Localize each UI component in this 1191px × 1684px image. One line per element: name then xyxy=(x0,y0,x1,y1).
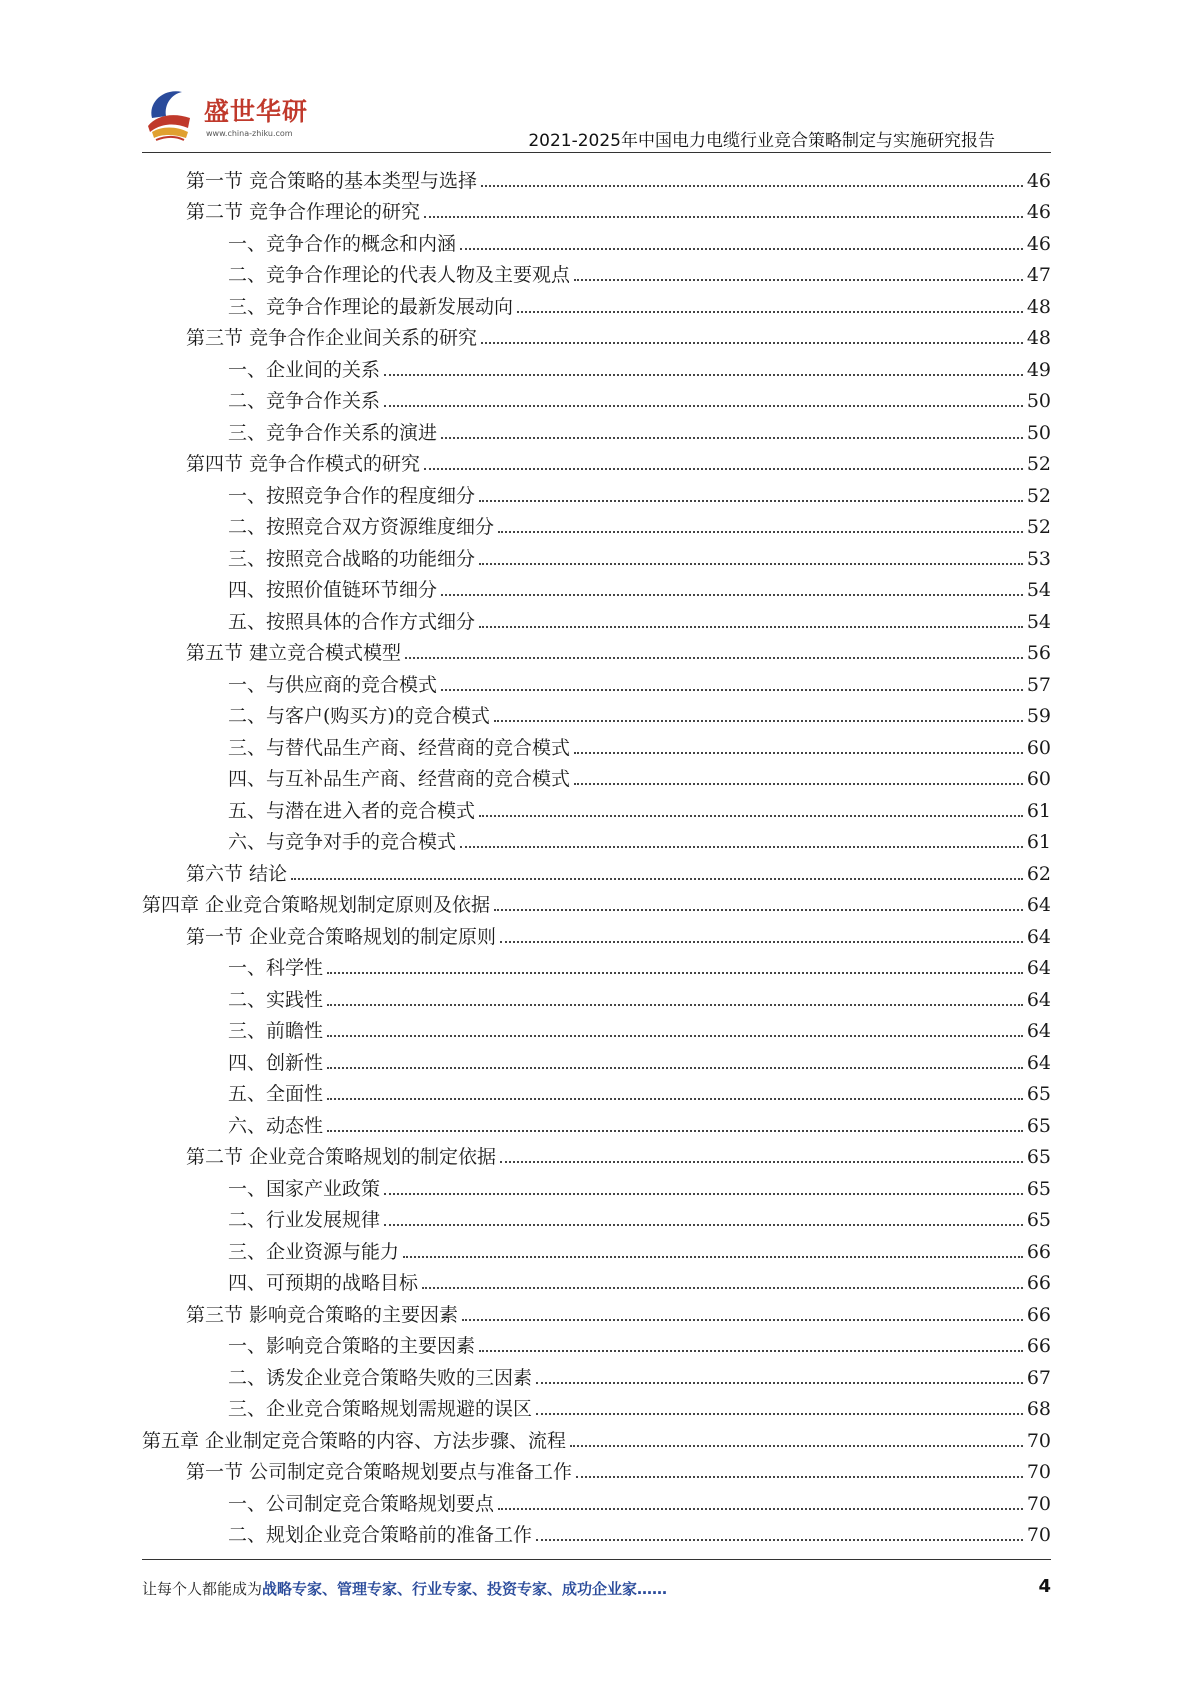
toc-entry-label: 第五章 企业制定竞合策略的内容、方法步骤、流程 xyxy=(142,1429,567,1452)
toc-leader-dots xyxy=(574,279,1023,281)
toc-leader-dots xyxy=(327,972,1023,974)
toc-entry-label: 第一节 公司制定竞合策略规划要点与准备工作 xyxy=(186,1461,573,1483)
toc-entry-label: 三、竞争合作关系的演进 xyxy=(228,421,438,444)
toc-entry-label: 六、与竞争对手的竞合模式 xyxy=(228,831,457,853)
toc-entry[interactable] xyxy=(142,318,1051,350)
logo-emblem-icon xyxy=(142,82,204,148)
toc-leader-dots xyxy=(481,185,1023,187)
toc-entry[interactable] xyxy=(142,948,1051,980)
toc-entry[interactable] xyxy=(142,349,1051,381)
toc-entry-page: 68 xyxy=(1026,1398,1051,1420)
toc-entry-label: 第三节 影响竞合策略的主要因素 xyxy=(186,1303,459,1326)
toc-entry-page: 60 xyxy=(1026,768,1051,790)
toc-entry-page: 52 xyxy=(1026,516,1051,538)
toc-entry-label: 四、按照价值链环节细分 xyxy=(228,579,438,601)
toc-entry[interactable] xyxy=(142,1231,1051,1263)
toc-leader-dots xyxy=(479,500,1023,502)
toc-entry-label: 三、按照竞合战略的功能细分 xyxy=(228,547,476,570)
toc-entry-label: 二、与客户(购买方)的竞合模式 xyxy=(228,705,490,727)
toc-entry[interactable] xyxy=(142,381,1051,413)
header-divider xyxy=(142,152,1051,153)
toc-leader-dots xyxy=(500,941,1023,943)
toc-entry-page: 61 xyxy=(1026,799,1051,822)
toc-entry[interactable] xyxy=(142,1515,1051,1547)
toc-leader-dots xyxy=(462,1319,1023,1321)
toc-entry[interactable] xyxy=(142,1042,1051,1074)
toc-leader-dots xyxy=(422,1287,1023,1289)
toc-entry-label: 第一节 企业竞合策略规划的制定原则 xyxy=(186,925,497,948)
toc-entry-label: 六、动态性 xyxy=(228,1114,324,1137)
toc-entry-label: 五、全面性 xyxy=(228,1083,324,1105)
toc-leader-dots xyxy=(384,1193,1023,1195)
toc-entry[interactable] xyxy=(142,979,1051,1011)
toc-entry-label: 二、行业发展规律 xyxy=(228,1209,381,1231)
toc-entry-label: 第二节 企业竞合策略规划的制定依据 xyxy=(186,1146,497,1168)
toc-entry[interactable] xyxy=(142,759,1051,791)
toc-entry[interactable] xyxy=(142,444,1051,476)
toc-entry[interactable] xyxy=(142,1105,1051,1137)
toc-entry-label: 第六节 结论 xyxy=(186,862,288,885)
toc-entry[interactable] xyxy=(142,538,1051,570)
toc-entry-label: 一、企业间的关系 xyxy=(228,358,381,381)
toc-leader-dots xyxy=(479,563,1023,565)
toc-entry[interactable] xyxy=(142,1263,1051,1295)
toc-entry-label: 一、影响竞合策略的主要因素 xyxy=(228,1335,476,1357)
toc-leader-dots xyxy=(424,216,1023,218)
toc-entry-label: 第五节 建立竞合模式模型 xyxy=(186,642,402,664)
slogan-prefix: 让每个人都能成为 xyxy=(142,1580,263,1598)
toc-entry-page: 64 xyxy=(1026,957,1051,979)
toc-entry-page: 50 xyxy=(1026,421,1051,444)
toc-leader-dots xyxy=(479,626,1023,628)
company-logo xyxy=(142,82,312,152)
toc-leader-dots xyxy=(479,815,1023,817)
toc-entry[interactable] xyxy=(142,664,1051,696)
toc-leader-dots xyxy=(384,1224,1023,1226)
toc-entry-page: 53 xyxy=(1026,547,1051,570)
toc-entry-label: 二、规划企业竞合策略前的准备工作 xyxy=(228,1524,533,1546)
toc-entry-label: 一、按照竞争合作的程度细分 xyxy=(228,484,476,507)
toc-entry[interactable] xyxy=(142,475,1051,507)
toc-entry[interactable] xyxy=(142,790,1051,822)
toc-leader-dots xyxy=(441,689,1023,691)
toc-leader-dots xyxy=(481,342,1023,344)
toc-entry-page: 46 xyxy=(1026,201,1051,223)
toc-entry-page: 65 xyxy=(1026,1177,1051,1200)
toc-entry-page: 52 xyxy=(1026,453,1051,475)
toc-leader-dots xyxy=(517,311,1023,313)
toc-entry-page: 66 xyxy=(1026,1303,1051,1326)
toc-entry-label: 一、国家产业政策 xyxy=(228,1177,381,1200)
toc-entry-page: 67 xyxy=(1026,1366,1051,1389)
toc-leader-dots xyxy=(460,846,1023,848)
toc-entry-page: 62 xyxy=(1026,862,1051,885)
toc-entry-page: 70 xyxy=(1026,1492,1051,1515)
toc-entry-page: 70 xyxy=(1026,1461,1051,1483)
toc-entry[interactable] xyxy=(142,633,1051,665)
table-of-contents xyxy=(142,160,1051,1546)
toc-entry-label: 四、可预期的战略目标 xyxy=(228,1272,419,1294)
toc-entry[interactable] xyxy=(142,1294,1051,1326)
toc-entry[interactable] xyxy=(142,1452,1051,1484)
toc-entry-label: 一、竞争合作的概念和内涵 xyxy=(228,232,457,255)
toc-leader-dots xyxy=(291,878,1023,880)
toc-entry-page: 65 xyxy=(1026,1209,1051,1231)
toc-entry[interactable] xyxy=(142,286,1051,318)
toc-leader-dots xyxy=(403,1256,1023,1258)
toc-leader-dots xyxy=(424,468,1023,470)
toc-leader-dots xyxy=(405,657,1023,659)
toc-entry[interactable] xyxy=(142,601,1051,633)
report-title: 2021-2025年中国电力电缆行业竞合策略制定与实施研究报告 xyxy=(528,131,995,151)
toc-leader-dots xyxy=(327,1004,1023,1006)
toc-leader-dots xyxy=(500,1161,1023,1163)
toc-entry[interactable] xyxy=(142,822,1051,854)
toc-entry-page: 54 xyxy=(1026,579,1051,601)
toc-leader-dots xyxy=(494,720,1023,722)
toc-entry-page: 50 xyxy=(1026,390,1051,412)
toc-entry-label: 一、公司制定竞合策略规划要点 xyxy=(228,1492,495,1515)
toc-entry[interactable] xyxy=(142,412,1051,444)
toc-entry-page: 66 xyxy=(1026,1272,1051,1294)
toc-entry-page: 46 xyxy=(1026,232,1051,255)
toc-entry-label: 四、与互补品生产商、经营商的竞合模式 xyxy=(228,768,571,790)
toc-entry[interactable] xyxy=(142,1326,1051,1358)
toc-leader-dots xyxy=(576,1476,1023,1478)
toc-entry-label: 二、竞争合作关系 xyxy=(228,390,381,412)
toc-entry-page: 61 xyxy=(1026,831,1051,853)
toc-entry[interactable] xyxy=(142,696,1051,728)
toc-entry-page: 64 xyxy=(1026,894,1051,916)
toc-entry-label: 四、创新性 xyxy=(228,1051,324,1074)
toc-leader-dots xyxy=(327,1035,1023,1037)
toc-entry-page: 47 xyxy=(1026,264,1051,286)
toc-entry-page: 49 xyxy=(1026,358,1051,381)
toc-entry-page: 70 xyxy=(1026,1524,1051,1546)
toc-entry-page: 60 xyxy=(1026,736,1051,759)
toc-entry-page: 59 xyxy=(1026,705,1051,727)
page-number: 4 xyxy=(1038,1576,1051,1597)
toc-entry[interactable] xyxy=(142,1074,1051,1106)
toc-entry-label: 第三节 竞争合作企业间关系的研究 xyxy=(186,327,478,349)
toc-entry-page: 48 xyxy=(1026,295,1051,318)
toc-entry-page: 54 xyxy=(1026,610,1051,633)
toc-entry-label: 第一节 竞合策略的基本类型与选择 xyxy=(186,169,478,192)
toc-entry[interactable] xyxy=(142,916,1051,948)
brand-url: www.china-zhiku.com xyxy=(206,129,293,138)
toc-entry[interactable] xyxy=(142,727,1051,759)
toc-entry-label: 三、企业竞合策略规划需规避的误区 xyxy=(228,1398,533,1420)
footer-divider xyxy=(142,1559,1051,1560)
toc-entry-page: 70 xyxy=(1026,1429,1051,1452)
toc-entry-page: 64 xyxy=(1026,988,1051,1011)
toc-entry-page: 64 xyxy=(1026,925,1051,948)
toc-entry-page: 57 xyxy=(1026,673,1051,696)
toc-entry[interactable] xyxy=(142,507,1051,539)
toc-entry-label: 二、竞争合作理论的代表人物及主要观点 xyxy=(228,264,571,286)
toc-leader-dots xyxy=(327,1067,1023,1069)
toc-leader-dots xyxy=(384,374,1023,376)
toc-entry[interactable] xyxy=(142,1420,1051,1452)
toc-leader-dots xyxy=(536,1413,1023,1415)
toc-entry-label: 一、与供应商的竞合模式 xyxy=(228,673,438,696)
toc-leader-dots xyxy=(441,437,1023,439)
toc-entry-label: 二、按照竞合双方资源维度细分 xyxy=(228,516,495,538)
toc-entry[interactable] xyxy=(142,1200,1051,1232)
toc-leader-dots xyxy=(498,531,1023,533)
toc-entry[interactable] xyxy=(142,853,1051,885)
toc-entry[interactable] xyxy=(142,1483,1051,1515)
toc-entry[interactable] xyxy=(142,1357,1051,1389)
toc-entry-page: 64 xyxy=(1026,1020,1051,1042)
toc-leader-dots xyxy=(494,909,1023,911)
toc-entry[interactable] xyxy=(142,1168,1051,1200)
toc-entry[interactable] xyxy=(142,192,1051,224)
toc-entry[interactable] xyxy=(142,570,1051,602)
toc-entry[interactable] xyxy=(142,1389,1051,1421)
toc-entry-label: 三、企业资源与能力 xyxy=(228,1240,400,1263)
toc-entry-label: 第四节 竞争合作模式的研究 xyxy=(186,453,421,475)
toc-entry-page: 66 xyxy=(1026,1240,1051,1263)
toc-leader-dots xyxy=(498,1508,1023,1510)
toc-entry[interactable] xyxy=(142,223,1051,255)
toc-entry[interactable] xyxy=(142,160,1051,192)
footer-slogan xyxy=(142,1578,667,1599)
toc-entry-label: 第四章 企业竞合策略规划制定原则及依据 xyxy=(142,894,491,916)
toc-entry-label: 三、与替代品生产商、经营商的竞合模式 xyxy=(228,736,571,759)
toc-leader-dots xyxy=(441,594,1023,596)
toc-entry-page: 66 xyxy=(1026,1335,1051,1357)
toc-entry-label: 二、诱发企业竞合策略失败的三因素 xyxy=(228,1366,533,1389)
toc-leader-dots xyxy=(460,248,1023,250)
toc-entry-label: 一、科学性 xyxy=(228,957,324,979)
toc-entry-page: 56 xyxy=(1026,642,1051,664)
toc-entry-page: 64 xyxy=(1026,1051,1051,1074)
toc-entry[interactable] xyxy=(142,1137,1051,1169)
toc-leader-dots xyxy=(536,1539,1023,1541)
toc-leader-dots xyxy=(479,1350,1023,1352)
toc-leader-dots xyxy=(536,1382,1023,1384)
toc-leader-dots xyxy=(384,405,1023,407)
toc-entry-label: 二、实践性 xyxy=(228,988,324,1011)
toc-leader-dots xyxy=(574,752,1023,754)
toc-entry-page: 52 xyxy=(1026,484,1051,507)
toc-entry-page: 65 xyxy=(1026,1083,1051,1105)
toc-entry[interactable] xyxy=(142,1011,1051,1043)
toc-leader-dots xyxy=(327,1130,1023,1132)
toc-entry-page: 65 xyxy=(1026,1114,1051,1137)
toc-entry-page: 48 xyxy=(1026,327,1051,349)
slogan-accent: 战略专家、管理专家、行业专家、投资专家、成功企业家…… xyxy=(262,1580,668,1598)
toc-leader-dots xyxy=(327,1098,1023,1100)
toc-entry-label: 五、与潜在进入者的竞合模式 xyxy=(228,799,476,822)
toc-entry-label: 五、按照具体的合作方式细分 xyxy=(228,610,476,633)
brand-name: 盛世华研 xyxy=(204,97,309,126)
toc-entry[interactable] xyxy=(142,255,1051,287)
toc-entry[interactable] xyxy=(142,885,1051,917)
toc-entry-page: 65 xyxy=(1026,1146,1051,1168)
toc-entry-label: 第二节 竞争合作理论的研究 xyxy=(186,201,421,223)
toc-leader-dots xyxy=(570,1445,1023,1447)
toc-entry-label: 三、前瞻性 xyxy=(228,1020,324,1042)
toc-entry-label: 三、竞争合作理论的最新发展动向 xyxy=(228,295,514,318)
toc-leader-dots xyxy=(574,783,1023,785)
toc-entry-page: 46 xyxy=(1026,169,1051,192)
